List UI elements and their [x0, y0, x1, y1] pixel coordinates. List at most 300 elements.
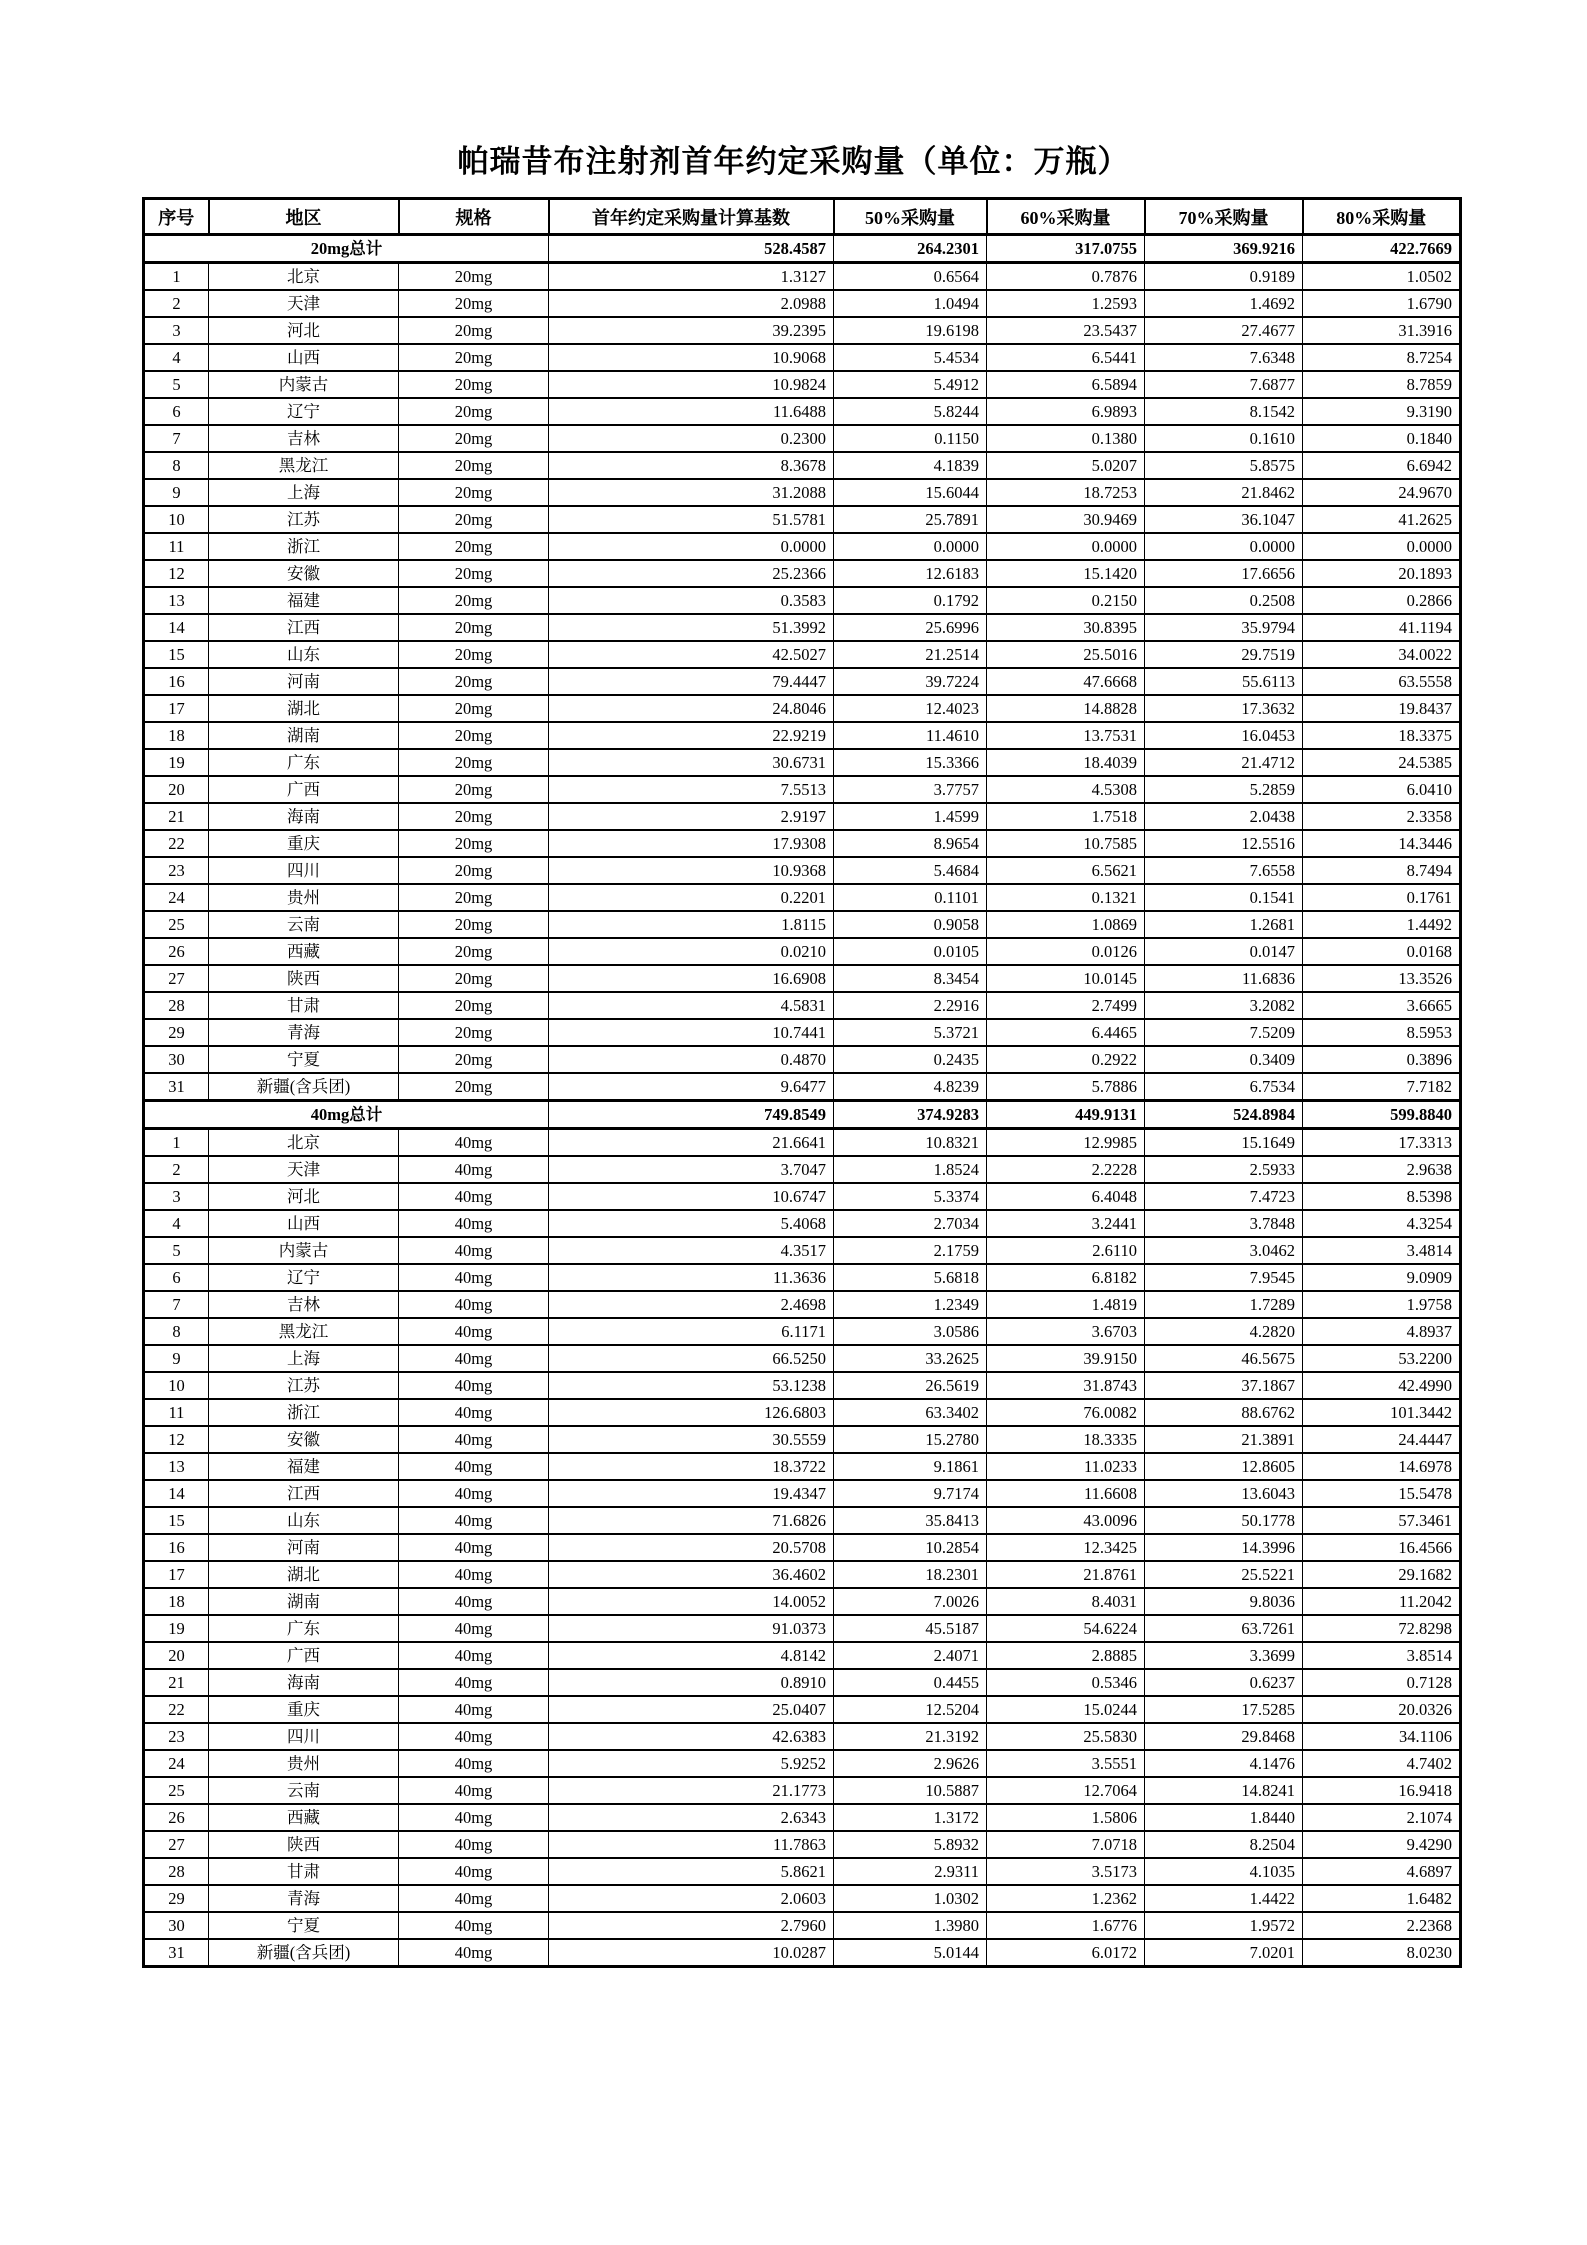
row-spec: 40mg — [399, 1318, 549, 1345]
row-base-value: 39.2395 — [549, 317, 834, 344]
table-row — [144, 641, 1461, 668]
row-base-value: 7.5513 — [549, 776, 834, 803]
row-70pct-value: 8.2504 — [1145, 1831, 1303, 1858]
row-no: 3 — [144, 1183, 209, 1210]
row-no: 10 — [144, 506, 209, 533]
row-no: 17 — [144, 1561, 209, 1588]
row-region: 广西 — [209, 1642, 399, 1669]
table-row — [144, 479, 1461, 506]
row-no: 11 — [144, 1399, 209, 1426]
row-60pct-value: 3.6703 — [987, 1318, 1145, 1345]
row-spec: 20mg — [399, 668, 549, 695]
row-80pct-value: 2.1074 — [1303, 1804, 1461, 1831]
row-70pct-value: 63.7261 — [1145, 1615, 1303, 1642]
row-region: 福建 — [209, 1453, 399, 1480]
row-no: 6 — [144, 1264, 209, 1291]
row-spec: 20mg — [399, 722, 549, 749]
row-80pct-value: 14.3446 — [1303, 830, 1461, 857]
row-region: 内蒙古 — [209, 371, 399, 398]
row-60pct-value: 0.1321 — [987, 884, 1145, 911]
row-50pct-value: 63.3402 — [834, 1399, 987, 1426]
row-70pct-value: 5.8575 — [1145, 452, 1303, 479]
table-row — [144, 1426, 1461, 1453]
row-80pct-value: 9.3190 — [1303, 398, 1461, 425]
row-region: 吉林 — [209, 425, 399, 452]
row-region: 北京 — [209, 1129, 399, 1157]
row-80pct-value: 1.6790 — [1303, 290, 1461, 317]
row-base-value: 5.8621 — [549, 1858, 834, 1885]
row-region: 上海 — [209, 479, 399, 506]
table-row — [144, 911, 1461, 938]
table-body — [144, 235, 1461, 1967]
table-row — [144, 1372, 1461, 1399]
table-row — [144, 425, 1461, 452]
row-70pct-value: 0.9189 — [1145, 263, 1303, 291]
row-region: 湖北 — [209, 1561, 399, 1588]
row-50pct-value: 10.2854 — [834, 1534, 987, 1561]
row-80pct-value: 8.5398 — [1303, 1183, 1461, 1210]
row-no: 26 — [144, 1804, 209, 1831]
row-70pct-value: 1.4422 — [1145, 1885, 1303, 1912]
table-row — [144, 857, 1461, 884]
row-no: 30 — [144, 1046, 209, 1073]
row-base-value: 21.1773 — [549, 1777, 834, 1804]
row-no: 23 — [144, 1723, 209, 1750]
col-header: 80%采购量 — [1303, 199, 1461, 235]
row-base-value: 25.0407 — [549, 1696, 834, 1723]
table-row — [144, 803, 1461, 830]
row-region: 宁夏 — [209, 1046, 399, 1073]
row-50pct-value: 1.3980 — [834, 1912, 987, 1939]
row-spec: 20mg — [399, 911, 549, 938]
row-region: 湖北 — [209, 695, 399, 722]
section-total-value: 422.7669 — [1303, 235, 1461, 263]
row-60pct-value: 15.1420 — [987, 560, 1145, 587]
section-total-label: 20mg总计 — [144, 235, 549, 263]
row-base-value: 4.5831 — [549, 992, 834, 1019]
row-base-value: 31.2088 — [549, 479, 834, 506]
row-50pct-value: 12.5204 — [834, 1696, 987, 1723]
row-70pct-value: 1.9572 — [1145, 1912, 1303, 1939]
table-row — [144, 1399, 1461, 1426]
row-80pct-value: 0.3896 — [1303, 1046, 1461, 1073]
row-spec: 20mg — [399, 425, 549, 452]
table-row — [144, 1831, 1461, 1858]
row-80pct-value: 34.0022 — [1303, 641, 1461, 668]
row-no: 9 — [144, 479, 209, 506]
table-row — [144, 1046, 1461, 1073]
row-50pct-value: 18.2301 — [834, 1561, 987, 1588]
row-70pct-value: 0.3409 — [1145, 1046, 1303, 1073]
row-60pct-value: 12.7064 — [987, 1777, 1145, 1804]
table-row — [144, 1183, 1461, 1210]
row-region: 海南 — [209, 1669, 399, 1696]
row-60pct-value: 6.5621 — [987, 857, 1145, 884]
row-80pct-value: 9.4290 — [1303, 1831, 1461, 1858]
row-60pct-value: 12.3425 — [987, 1534, 1145, 1561]
row-base-value: 24.8046 — [549, 695, 834, 722]
row-spec: 20mg — [399, 371, 549, 398]
row-70pct-value: 88.6762 — [1145, 1399, 1303, 1426]
row-no: 15 — [144, 1507, 209, 1534]
row-60pct-value: 0.0126 — [987, 938, 1145, 965]
row-base-value: 126.6803 — [549, 1399, 834, 1426]
row-base-value: 0.4870 — [549, 1046, 834, 1073]
row-60pct-value: 1.4819 — [987, 1291, 1145, 1318]
row-no: 19 — [144, 749, 209, 776]
row-no: 20 — [144, 776, 209, 803]
row-70pct-value: 17.3632 — [1145, 695, 1303, 722]
row-50pct-value: 1.0302 — [834, 1885, 987, 1912]
table-row — [144, 1804, 1461, 1831]
row-60pct-value: 6.9893 — [987, 398, 1145, 425]
row-50pct-value: 15.2780 — [834, 1426, 987, 1453]
row-base-value: 42.6383 — [549, 1723, 834, 1750]
row-80pct-value: 0.7128 — [1303, 1669, 1461, 1696]
row-spec: 40mg — [399, 1399, 549, 1426]
row-80pct-value: 13.3526 — [1303, 965, 1461, 992]
row-base-value: 25.2366 — [549, 560, 834, 587]
table-row — [144, 1588, 1461, 1615]
row-region: 云南 — [209, 1777, 399, 1804]
row-70pct-value: 7.6558 — [1145, 857, 1303, 884]
row-region: 山东 — [209, 1507, 399, 1534]
row-60pct-value: 1.7518 — [987, 803, 1145, 830]
row-region: 江苏 — [209, 1372, 399, 1399]
row-50pct-value: 10.5887 — [834, 1777, 987, 1804]
row-80pct-value: 4.3254 — [1303, 1210, 1461, 1237]
row-50pct-value: 2.9311 — [834, 1858, 987, 1885]
row-50pct-value: 33.2625 — [834, 1345, 987, 1372]
table-row — [144, 992, 1461, 1019]
row-60pct-value: 4.5308 — [987, 776, 1145, 803]
row-80pct-value: 8.7859 — [1303, 371, 1461, 398]
row-70pct-value: 29.8468 — [1145, 1723, 1303, 1750]
page-title: 帕瑞昔布注射剂首年约定采购量（单位：万瓶） — [457, 144, 1130, 179]
row-60pct-value: 2.2228 — [987, 1156, 1145, 1183]
row-50pct-value: 4.1839 — [834, 452, 987, 479]
table-row — [144, 1480, 1461, 1507]
row-50pct-value: 45.5187 — [834, 1615, 987, 1642]
row-50pct-value: 11.4610 — [834, 722, 987, 749]
row-spec: 20mg — [399, 1019, 549, 1046]
table-row — [144, 1669, 1461, 1696]
row-region: 宁夏 — [209, 1912, 399, 1939]
row-no: 25 — [144, 1777, 209, 1804]
row-spec: 40mg — [399, 1237, 549, 1264]
table-row — [144, 1777, 1461, 1804]
row-spec: 20mg — [399, 533, 549, 560]
row-50pct-value: 0.2435 — [834, 1046, 987, 1073]
row-spec: 40mg — [399, 1129, 549, 1157]
row-80pct-value: 0.1761 — [1303, 884, 1461, 911]
row-spec: 40mg — [399, 1804, 549, 1831]
row-base-value: 9.6477 — [549, 1073, 834, 1101]
row-no: 29 — [144, 1885, 209, 1912]
row-50pct-value: 26.5619 — [834, 1372, 987, 1399]
table-row — [144, 1696, 1461, 1723]
row-70pct-value: 13.6043 — [1145, 1480, 1303, 1507]
row-60pct-value: 2.8885 — [987, 1642, 1145, 1669]
table-row — [144, 938, 1461, 965]
row-80pct-value: 15.5478 — [1303, 1480, 1461, 1507]
row-spec: 40mg — [399, 1291, 549, 1318]
row-60pct-value: 1.5806 — [987, 1804, 1145, 1831]
table-row — [144, 1723, 1461, 1750]
table-row — [144, 1750, 1461, 1777]
table-row — [144, 1912, 1461, 1939]
row-70pct-value: 4.1476 — [1145, 1750, 1303, 1777]
row-80pct-value: 0.1840 — [1303, 425, 1461, 452]
row-region: 天津 — [209, 1156, 399, 1183]
row-70pct-value: 6.7534 — [1145, 1073, 1303, 1101]
row-spec: 20mg — [399, 776, 549, 803]
section-total-row — [144, 235, 1461, 263]
row-60pct-value: 47.6668 — [987, 668, 1145, 695]
row-region: 重庆 — [209, 830, 399, 857]
row-70pct-value: 3.3699 — [1145, 1642, 1303, 1669]
row-region: 西藏 — [209, 938, 399, 965]
row-region: 黑龙江 — [209, 452, 399, 479]
row-60pct-value: 0.2922 — [987, 1046, 1145, 1073]
row-50pct-value: 0.1150 — [834, 425, 987, 452]
row-70pct-value: 21.8462 — [1145, 479, 1303, 506]
row-60pct-value: 39.9150 — [987, 1345, 1145, 1372]
row-base-value: 11.7863 — [549, 1831, 834, 1858]
row-70pct-value: 8.1542 — [1145, 398, 1303, 425]
row-60pct-value: 10.0145 — [987, 965, 1145, 992]
row-70pct-value: 12.8605 — [1145, 1453, 1303, 1480]
row-60pct-value: 6.5441 — [987, 344, 1145, 371]
row-base-value: 4.3517 — [549, 1237, 834, 1264]
col-header: 地区 — [209, 199, 399, 235]
row-base-value: 1.8115 — [549, 911, 834, 938]
row-spec: 40mg — [399, 1372, 549, 1399]
section-total-value: 264.2301 — [834, 235, 987, 263]
row-no: 12 — [144, 1426, 209, 1453]
row-60pct-value: 6.0172 — [987, 1939, 1145, 1967]
row-base-value: 4.8142 — [549, 1642, 834, 1669]
row-70pct-value: 14.3996 — [1145, 1534, 1303, 1561]
row-region: 河北 — [209, 1183, 399, 1210]
row-base-value: 0.2300 — [549, 425, 834, 452]
row-70pct-value: 5.2859 — [1145, 776, 1303, 803]
row-no: 8 — [144, 1318, 209, 1345]
row-no: 12 — [144, 560, 209, 587]
row-spec: 40mg — [399, 1561, 549, 1588]
row-50pct-value: 15.3366 — [834, 749, 987, 776]
row-spec: 20mg — [399, 884, 549, 911]
row-70pct-value: 17.6656 — [1145, 560, 1303, 587]
table-row — [144, 452, 1461, 479]
row-region: 山东 — [209, 641, 399, 668]
row-base-value: 2.4698 — [549, 1291, 834, 1318]
row-60pct-value: 3.2441 — [987, 1210, 1145, 1237]
row-50pct-value: 12.4023 — [834, 695, 987, 722]
table-row — [144, 533, 1461, 560]
row-no: 17 — [144, 695, 209, 722]
row-80pct-value: 63.5558 — [1303, 668, 1461, 695]
row-base-value: 14.0052 — [549, 1588, 834, 1615]
row-60pct-value: 25.5830 — [987, 1723, 1145, 1750]
row-no: 2 — [144, 290, 209, 317]
row-no: 9 — [144, 1345, 209, 1372]
row-region: 山西 — [209, 344, 399, 371]
row-70pct-value: 21.4712 — [1145, 749, 1303, 776]
row-spec: 40mg — [399, 1426, 549, 1453]
row-spec: 20mg — [399, 749, 549, 776]
table-row — [144, 1237, 1461, 1264]
row-50pct-value: 0.0000 — [834, 533, 987, 560]
table-row — [144, 1885, 1461, 1912]
table-row — [144, 1507, 1461, 1534]
row-spec: 20mg — [399, 344, 549, 371]
row-70pct-value: 37.1867 — [1145, 1372, 1303, 1399]
row-spec: 40mg — [399, 1939, 549, 1967]
row-no: 2 — [144, 1156, 209, 1183]
table-row — [144, 884, 1461, 911]
table-row — [144, 722, 1461, 749]
row-50pct-value: 0.0105 — [834, 938, 987, 965]
row-spec: 20mg — [399, 317, 549, 344]
row-80pct-value: 8.0230 — [1303, 1939, 1461, 1967]
row-base-value: 1.3127 — [549, 263, 834, 291]
row-50pct-value: 21.2514 — [834, 641, 987, 668]
row-base-value: 51.3992 — [549, 614, 834, 641]
row-no: 24 — [144, 1750, 209, 1777]
row-60pct-value: 54.6224 — [987, 1615, 1145, 1642]
row-region: 重庆 — [209, 1696, 399, 1723]
row-base-value: 53.1238 — [549, 1372, 834, 1399]
row-spec: 40mg — [399, 1453, 549, 1480]
section-total-value: 749.8549 — [549, 1101, 834, 1129]
row-region: 四川 — [209, 1723, 399, 1750]
row-base-value: 0.0000 — [549, 533, 834, 560]
table-row — [144, 317, 1461, 344]
row-base-value: 3.7047 — [549, 1156, 834, 1183]
row-no: 13 — [144, 1453, 209, 1480]
row-60pct-value: 1.2593 — [987, 290, 1145, 317]
row-spec: 20mg — [399, 965, 549, 992]
row-60pct-value: 2.6110 — [987, 1237, 1145, 1264]
row-60pct-value: 0.5346 — [987, 1669, 1145, 1696]
row-80pct-value: 20.0326 — [1303, 1696, 1461, 1723]
row-region: 辽宁 — [209, 1264, 399, 1291]
row-no: 22 — [144, 1696, 209, 1723]
row-60pct-value: 0.0000 — [987, 533, 1145, 560]
row-region: 河南 — [209, 668, 399, 695]
row-60pct-value: 0.7876 — [987, 263, 1145, 291]
row-region: 河北 — [209, 317, 399, 344]
table-row — [144, 830, 1461, 857]
row-base-value: 2.9197 — [549, 803, 834, 830]
row-region: 内蒙古 — [209, 1237, 399, 1264]
row-70pct-value: 1.2681 — [1145, 911, 1303, 938]
row-80pct-value: 16.9418 — [1303, 1777, 1461, 1804]
row-50pct-value: 1.2349 — [834, 1291, 987, 1318]
section-total-value: 369.9216 — [1145, 235, 1303, 263]
row-80pct-value: 20.1893 — [1303, 560, 1461, 587]
row-60pct-value: 30.8395 — [987, 614, 1145, 641]
row-region: 浙江 — [209, 1399, 399, 1426]
col-header: 70%采购量 — [1145, 199, 1303, 235]
row-spec: 40mg — [399, 1534, 549, 1561]
row-spec: 20mg — [399, 290, 549, 317]
row-80pct-value: 17.3313 — [1303, 1129, 1461, 1157]
row-base-value: 22.9219 — [549, 722, 834, 749]
row-base-value: 6.1171 — [549, 1318, 834, 1345]
row-spec: 20mg — [399, 641, 549, 668]
row-region: 河南 — [209, 1534, 399, 1561]
row-base-value: 51.5781 — [549, 506, 834, 533]
row-60pct-value: 23.5437 — [987, 317, 1145, 344]
row-50pct-value: 9.7174 — [834, 1480, 987, 1507]
row-60pct-value: 15.0244 — [987, 1696, 1145, 1723]
row-60pct-value: 3.5173 — [987, 1858, 1145, 1885]
row-60pct-value: 18.3335 — [987, 1426, 1145, 1453]
row-70pct-value: 46.5675 — [1145, 1345, 1303, 1372]
row-70pct-value: 3.0462 — [1145, 1237, 1303, 1264]
table-row — [144, 1453, 1461, 1480]
row-spec: 40mg — [399, 1669, 549, 1696]
row-60pct-value: 13.7531 — [987, 722, 1145, 749]
table-row — [144, 1291, 1461, 1318]
col-header: 序号 — [144, 199, 209, 235]
row-70pct-value: 7.5209 — [1145, 1019, 1303, 1046]
row-spec: 40mg — [399, 1507, 549, 1534]
row-no: 14 — [144, 614, 209, 641]
table-row — [144, 1534, 1461, 1561]
row-80pct-value: 1.0502 — [1303, 263, 1461, 291]
table-row — [144, 1642, 1461, 1669]
row-80pct-value: 24.4447 — [1303, 1426, 1461, 1453]
table-row — [144, 1345, 1461, 1372]
row-50pct-value: 9.1861 — [834, 1453, 987, 1480]
row-region: 上海 — [209, 1345, 399, 1372]
row-spec: 40mg — [399, 1210, 549, 1237]
row-80pct-value: 41.2625 — [1303, 506, 1461, 533]
row-base-value: 8.3678 — [549, 452, 834, 479]
row-base-value: 30.6731 — [549, 749, 834, 776]
row-70pct-value: 2.5933 — [1145, 1156, 1303, 1183]
row-no: 16 — [144, 1534, 209, 1561]
table-row — [144, 1615, 1461, 1642]
row-50pct-value: 25.7891 — [834, 506, 987, 533]
row-70pct-value: 55.6113 — [1145, 668, 1303, 695]
row-region: 新疆(含兵团) — [209, 1073, 399, 1101]
row-spec: 20mg — [399, 398, 549, 425]
row-50pct-value: 0.6564 — [834, 263, 987, 291]
row-base-value: 91.0373 — [549, 1615, 834, 1642]
row-base-value: 16.6908 — [549, 965, 834, 992]
col-header: 规格 — [399, 199, 549, 235]
row-70pct-value: 17.5285 — [1145, 1696, 1303, 1723]
section-total-label: 40mg总计 — [144, 1101, 549, 1129]
row-70pct-value: 3.7848 — [1145, 1210, 1303, 1237]
row-spec: 40mg — [399, 1264, 549, 1291]
row-70pct-value: 15.1649 — [1145, 1129, 1303, 1157]
row-60pct-value: 10.7585 — [987, 830, 1145, 857]
row-70pct-value: 0.2508 — [1145, 587, 1303, 614]
table-row — [144, 1019, 1461, 1046]
row-base-value: 10.0287 — [549, 1939, 834, 1967]
row-base-value: 66.5250 — [549, 1345, 834, 1372]
table-row — [144, 668, 1461, 695]
row-region: 贵州 — [209, 884, 399, 911]
row-base-value: 0.2201 — [549, 884, 834, 911]
row-no: 6 — [144, 398, 209, 425]
row-region: 陕西 — [209, 965, 399, 992]
